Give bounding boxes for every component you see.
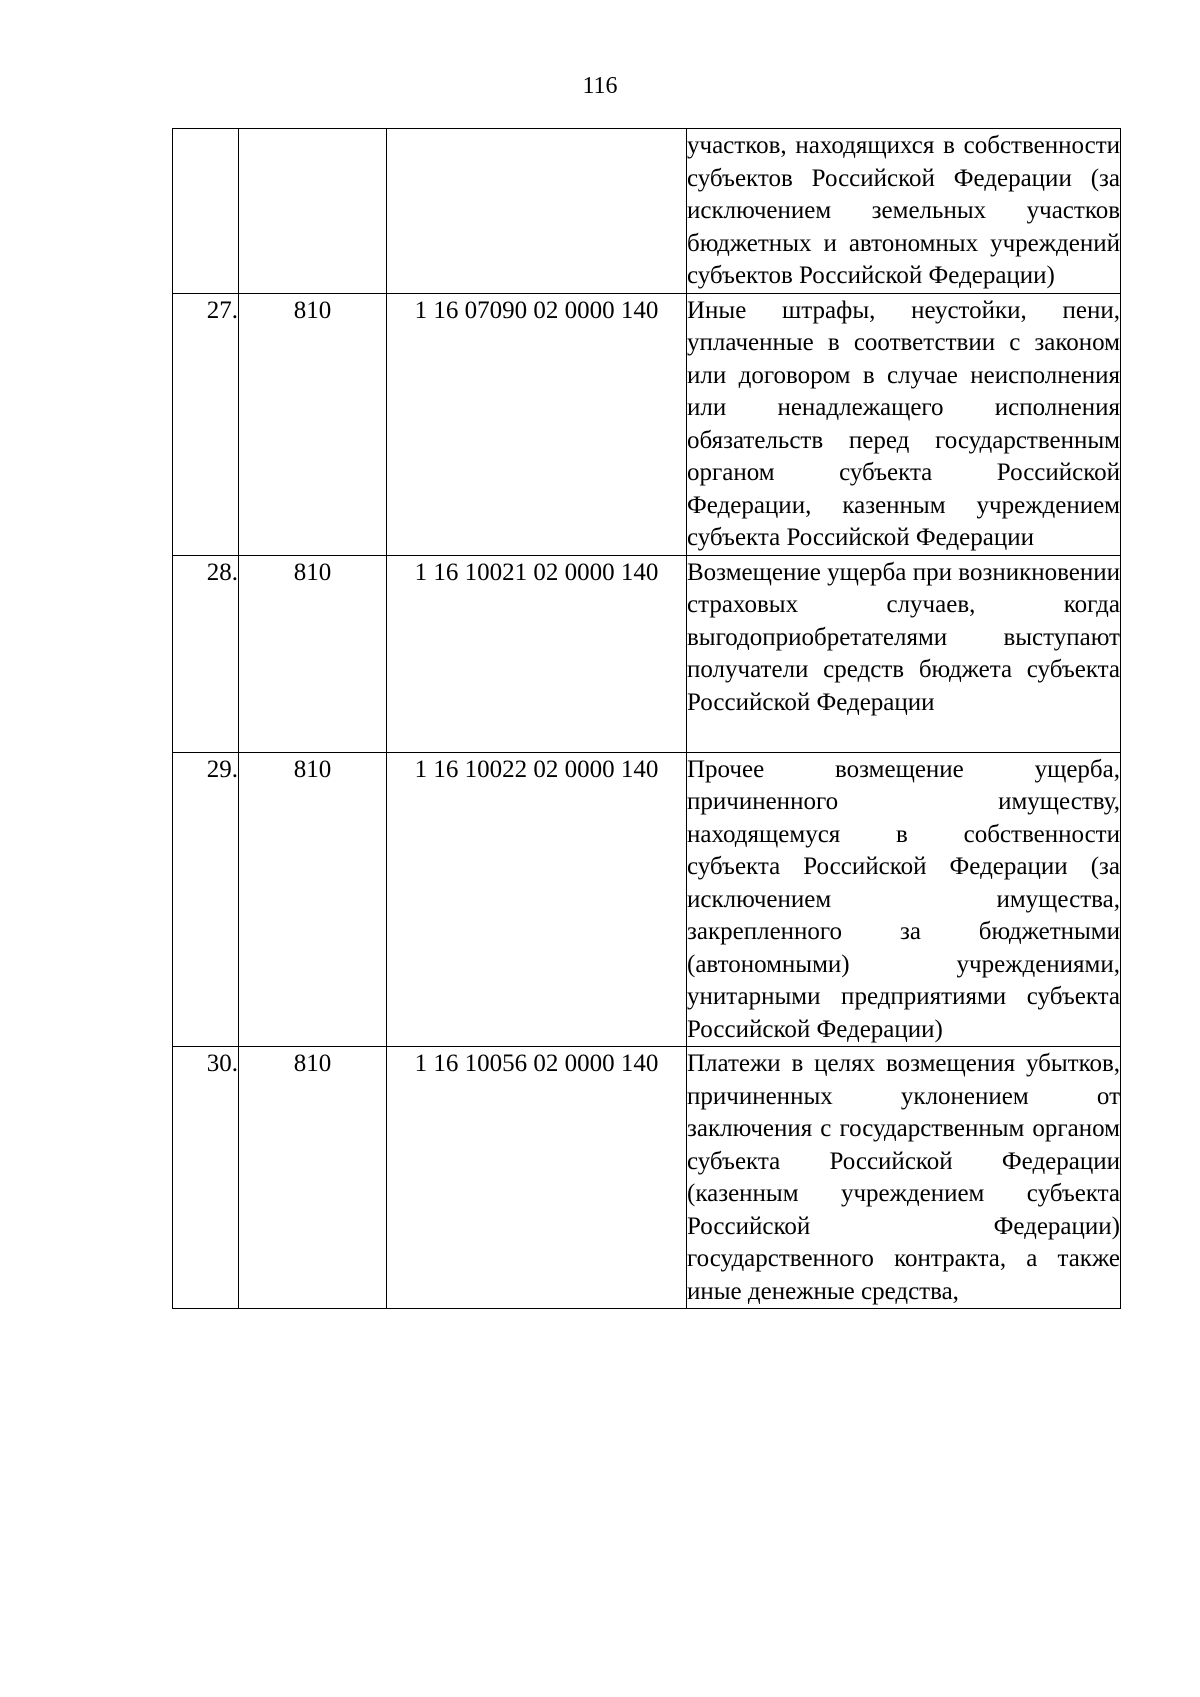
table-row <box>173 555 1121 752</box>
revenue-description: Прочее возмещение ущерба, причиненного имуществу, находящемуся в собственности субъекта Российской Федерации (за исключением имущества, закрепленного за бюджетными (автономными) учреждениями, унитарными предприятиями субъекта Российской Федерации) <box>687 752 1121 1047</box>
administrator-code <box>239 129 387 294</box>
administrator-code: 810 <box>239 293 387 555</box>
table-row <box>173 752 1121 1047</box>
revenue-codes-table <box>172 128 1121 1309</box>
row-number: 30. <box>173 1047 239 1309</box>
administrator-code: 810 <box>239 752 387 1047</box>
row-number: 27. <box>173 293 239 555</box>
row-number: 29. <box>173 752 239 1047</box>
budget-classification-code <box>387 129 687 294</box>
row-number: 28. <box>173 555 239 752</box>
table-row <box>173 129 1121 294</box>
budget-classification-code: 1 16 10056 02 0000 140 <box>387 1047 687 1309</box>
revenue-description: Иные штрафы, неустойки, пени, уплаченные в соответствии с законом или договором в случае неисполнения или ненадлежащего исполнения обязательств перед государственным органом субъекта Российской Федерации, казенным учреждением субъекта Российской Федерации <box>687 293 1121 555</box>
revenue-description: Платежи в целях возмещения убытков, причиненных уклонением от заключения с государственным органом субъекта Российской Федерации (казенным учреждением субъекта Российской Федерации) государственного контракта, а также иные денежные средства, <box>687 1047 1121 1309</box>
administrator-code: 810 <box>239 1047 387 1309</box>
budget-classification-code: 1 16 07090 02 0000 140 <box>387 293 687 555</box>
page-number: 116 <box>582 73 618 99</box>
budget-classification-code: 1 16 10021 02 0000 140 <box>387 555 687 752</box>
revenue-description: участков, находящихся в собственности субъектов Российской Федерации (за исключением земельных участков бюджетных и автономных учреждений субъектов Российской Федерации) <box>687 129 1121 294</box>
table-row <box>173 293 1121 555</box>
row-number <box>173 129 239 294</box>
table-row <box>173 1047 1121 1309</box>
budget-classification-code: 1 16 10022 02 0000 140 <box>387 752 687 1047</box>
revenue-description: Возмещение ущерба при возникновении страховых случаев, когда выгодоприобретателями выступают получатели средств бюджета субъекта Российской Федерации <box>687 555 1121 752</box>
administrator-code: 810 <box>239 555 387 752</box>
